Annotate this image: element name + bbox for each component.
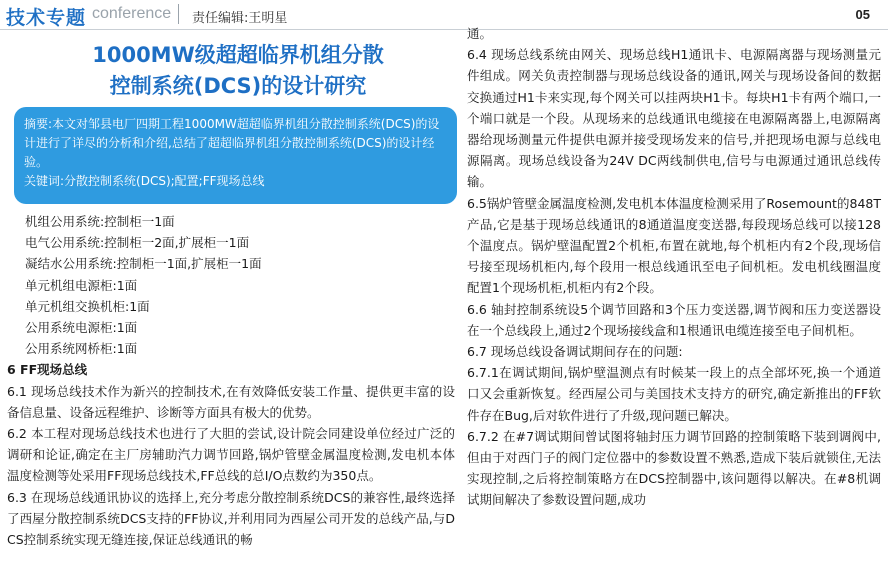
- list-item: 凝结水公用系统:控制柜一1面,扩展柜一1面: [25, 256, 262, 272]
- abstract-summary: 摘要:本文对邹县电厂四期工程1000MW超超临界机组分散控制系统(DCS)的设计进行了详尽的分析和介绍,总结了超超临界机组分散控制系统(DCS)的设计经验。: [24, 117, 440, 169]
- right-column: [467, 23, 881, 511]
- abstract-box: [14, 107, 457, 204]
- section-heading: 6 FF现场总线: [7, 362, 88, 378]
- paragraph: 6.7.1在调试期间,锅炉壁温测点有时候某一段上的点全部坏死,换一个通道口又会重新恢复。经西屋公司与美国技术支持方的研究,确定新推出的FF软件存在Bug,后对软件进行了升级,现问题已解决。: [467, 365, 881, 423]
- article-title: [28, 40, 448, 102]
- paragraph: 6.6 轴封控制系统设5个调节回路和3个压力变送器,调节阀和压力变送器设在一个总线段上,通过2个现场接线盒和1根通讯电缆连接至电子间机柜。: [467, 301, 881, 338]
- page-number: 05: [855, 7, 870, 22]
- responsible-editor: 责任编辑:王明星: [192, 11, 288, 26]
- paragraph: 6.5锅炉管壁金属温度检测,发电机本体温度检测采用了Rosemount的848T产品,它是基于现场总线通讯的8通道温度变送器,每段现场总线可以接128个温度点。锅炉壁温配置2个机柜,布置在就地,每个机柜内有2个段,现场信号接至现场机柜内,每个段用一根总线通讯至电子间机柜。发电机线圈温度配置1个现场机柜,机柜内有2个段。: [467, 195, 881, 296]
- paragraph: 6.3 在现场总线通讯协议的选择上,充分考虑分散控制系统DCS的兼容性,最终选择了西屋分散控制系统DCS支持的FF协议,并利用同为西屋公司开发的总线产品,与DCS控制系统实现无缝连接,保证总线通讯的畅: [7, 489, 455, 548]
- paragraph: 通。: [467, 26, 493, 41]
- abstract-keywords: 关键词:分散控制系统(DCS);配置;FF现场总线: [24, 174, 265, 188]
- header-divider: [178, 4, 179, 24]
- list-item: 公用系统网桥柜:1面: [25, 341, 138, 357]
- list-item: 单元机组电源柜:1面: [25, 277, 138, 293]
- title-line-1: 1000MW级超超临界机组分散: [92, 43, 384, 67]
- list-item: 机组公用系统:控制柜一1面: [25, 214, 175, 229]
- left-column: [7, 211, 455, 550]
- list-item: 公用系统电源柜:1面: [25, 320, 138, 336]
- paragraph: 6.7 现场总线设备调试期间存在的问题:: [467, 344, 683, 360]
- paragraph: 6.1 现场总线技术作为新兴的控制技术,在有效降低安装工作量、提供更丰富的设备信息量、设备远程维护、诊断等方面具有极大的优势。: [7, 383, 455, 420]
- column-brand: 技术专题: [6, 7, 87, 29]
- list-item: 单元机组交换机柜:1面: [25, 298, 150, 314]
- paragraph: 6.7.2 在#7调试期间曾试图将轴封压力调节回路的控制策略下装到调阀中,但由于对西门子的阀门定位器中的参数设置不熟悉,造成下装后就锁住,无法实现控制,之后将控制策略方在DCS控制器中,该问题得以解决。在#8机调试期间解决了参数设置问题,成功: [467, 428, 881, 508]
- paragraph: 6.2 本工程对现场总线技术也进行了大胆的尝试,设计院会同建设单位经过广泛的调研和论证,确定在主厂房辅助汽力调节回路,锅炉管壁金属温度检测,发电机本体温度检测等处采用FF现场总线技术,FF总线的总I/O点数约为350点。: [7, 426, 455, 484]
- list-item: 电气公用系统:控制柜一2面,扩展柜一1面: [25, 235, 250, 251]
- title-line-2: 控制系统(DCS)的设计研究: [109, 74, 367, 98]
- column-brand-english: conference: [92, 5, 172, 22]
- paragraph: 6.4 现场总线系统由网关、现场总线H1通讯卡、电源隔离器与现场测量元件组成。网关负责控制器与现场总线设备的通讯,网关与现场设备间的数据交换通过H1卡来实现,每个网关可以挂两块H1卡。每块H1卡有两个端口,一个端口就是一个段。从现场来的总线通讯电缆接在电源隔离器上,电源隔离器给现场测量元件提供电源并接受现场发来的信号,并把现场电源与总线电源隔离。现场总线设备为24V DC两线制供电,信号与电源通过通讯总线传输。: [467, 47, 881, 190]
